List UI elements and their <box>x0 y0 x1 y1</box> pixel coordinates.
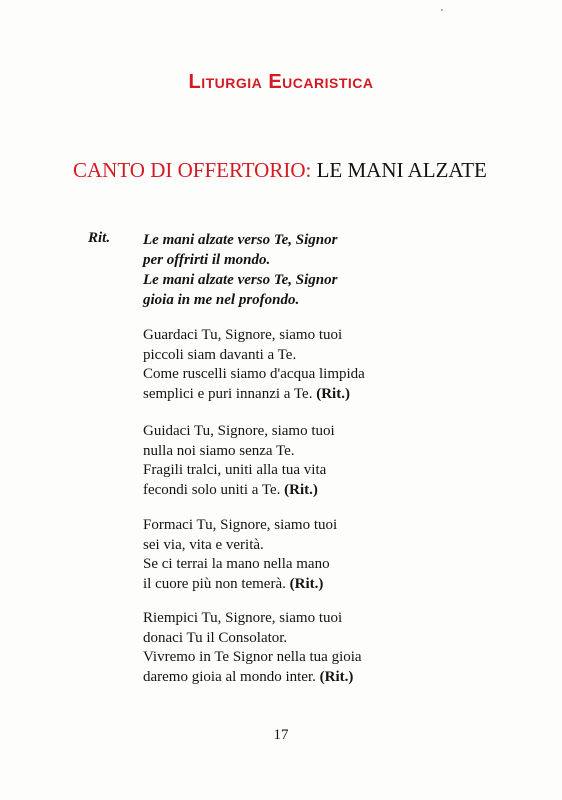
refrain-line: Le mani alzate verso Te, Signor <box>143 232 338 248</box>
stanza-line-last <box>143 575 337 595</box>
stanza-line: Vivremo in Te Signor nella tua gioia <box>143 649 362 665</box>
refrain-label: Rit. <box>88 230 111 246</box>
refrain-reference: (Rit.) <box>284 481 318 498</box>
stanza-line: Fragili tralci, uniti alla tua vita <box>143 462 327 478</box>
stanza-line-text: semplici e puri innanzi a Te. <box>143 385 313 402</box>
refrain-reference: (Rit.) <box>316 385 350 402</box>
paper-speck <box>441 9 443 11</box>
stanza-1 <box>143 326 365 404</box>
stanza-line-last <box>143 481 335 501</box>
stanza-2 <box>143 422 335 500</box>
stanza-line-last <box>143 385 365 405</box>
stanza-line: nulla noi siamo senza Te. <box>143 442 295 459</box>
refrain-reference: (Rit.) <box>289 575 324 592</box>
stanza-line: Formaci Tu, Signore, siamo tuoi <box>143 517 338 533</box>
song-title-name: LE MANI ALZATE <box>316 158 487 182</box>
stanza-line: Guardaci Tu, Signore, siamo tuoi <box>143 327 343 343</box>
stanza-line-last <box>143 668 362 688</box>
stanza-4 <box>143 609 362 687</box>
stanza-3 <box>143 516 337 594</box>
refrain-reference: (Rit.) <box>319 668 354 685</box>
song-title-prefix: CANTO DI OFFERTORIO: <box>73 158 312 182</box>
stanza-line-text: daremo gioia al mondo inter. <box>143 668 316 685</box>
stanza-line: donaci Tu il Consolator. <box>143 629 288 646</box>
stanza-line: piccoli siam davanti a Te. <box>143 346 297 363</box>
stanza-line-text: fecondi solo uniti a Te. <box>143 481 281 498</box>
song-title <box>73 160 487 181</box>
stanza-line-text: il cuore più non temerà. <box>143 575 286 592</box>
stanza-line: Come ruscelli siamo d'acqua limpida <box>143 366 365 382</box>
refrain-line: Le mani alzate verso Te, Signor <box>143 272 338 288</box>
stanza-line: sei via, vita e verità. <box>143 536 264 553</box>
section-title: Liturgia Eucaristica <box>188 71 374 93</box>
refrain-line: per offrirti il mondo. <box>143 252 271 268</box>
page-number: 17 <box>273 727 289 743</box>
refrain-text <box>143 230 337 310</box>
refrain-line: gioia in me nel profondo. <box>143 292 300 308</box>
stanza-line: Guidaci Tu, Signore, siamo tuoi <box>143 423 335 439</box>
stanza-line: Riempici Tu, Signore, siamo tuoi <box>143 610 343 626</box>
stanza-line: Se ci terrai la mano nella mano <box>143 556 330 572</box>
